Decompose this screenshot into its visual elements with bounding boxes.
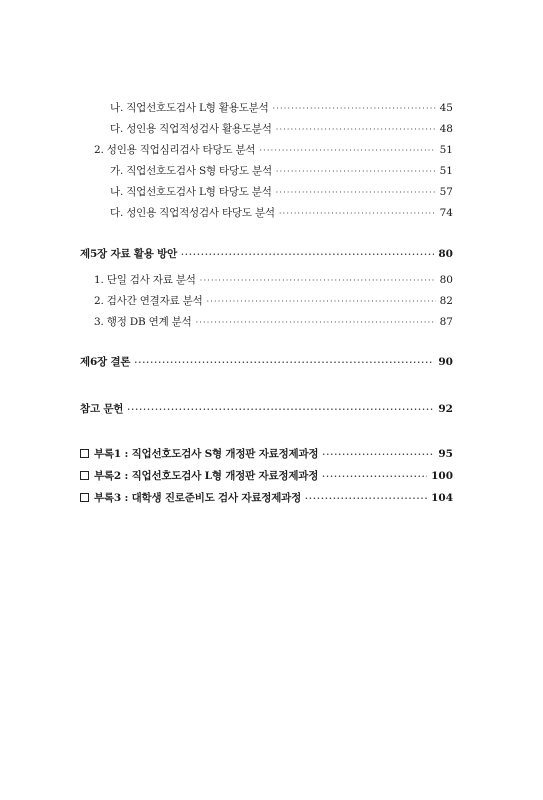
- toc-entry-label: 1. 단일 검사 자료 분석: [94, 274, 196, 286]
- toc-entry[interactable]: [110, 164, 453, 179]
- checkbox-square-icon: [80, 449, 89, 458]
- toc-entry[interactable]: [94, 294, 453, 309]
- toc-entry-page: 92: [438, 403, 453, 415]
- toc-entry-label: 부록3 : 대학생 진로준비도 검사 자료정제과정: [94, 492, 302, 504]
- toc-entry[interactable]: [94, 273, 453, 288]
- toc-entry-label: 부록1 : 직업선호도검사 S형 개정판 자료정제과정: [94, 448, 319, 460]
- toc-entry-label: 다. 성인용 직업적성검사 타당도 분석: [110, 207, 275, 219]
- toc-entry-page: 57: [439, 186, 453, 198]
- checkbox-square-icon: [80, 493, 89, 502]
- toc-entry-label: 나. 직업선호도검사 L형 활용도분석: [110, 102, 269, 114]
- toc-entry-page: 51: [439, 144, 453, 156]
- toc-entry-label: 3. 행정 DB 연계 분석: [94, 316, 192, 328]
- toc-leader-dots: [127, 402, 434, 416]
- checkbox-square-icon: [80, 471, 89, 480]
- toc-entry-page: 104: [431, 492, 453, 504]
- toc-entry-label: 참고 문헌: [80, 403, 124, 415]
- toc-leader-dots: [273, 102, 436, 116]
- toc-appendix-entry[interactable]: [80, 469, 453, 483]
- toc-entry[interactable]: [110, 122, 453, 137]
- toc-leader-dots: [196, 316, 436, 330]
- toc-entry-label: 제5장 자료 활용 방안: [80, 248, 178, 260]
- toc-entry-label: 다. 성인용 직업적성검사 활용도분석: [110, 123, 272, 135]
- toc-entry[interactable]: [110, 206, 453, 221]
- toc-leader-dots: [305, 491, 427, 505]
- toc-entry-label: 가. 직업선호도검사 S형 타당도 분석: [110, 165, 272, 177]
- toc-leader-dots: [134, 355, 434, 369]
- toc-entry-label: 나. 직업선호도검사 L형 타당도 분석: [110, 186, 272, 198]
- toc-appendix-entry[interactable]: [80, 447, 453, 461]
- toc-entry-page: 80: [439, 274, 453, 286]
- toc-entry-page: 48: [439, 123, 453, 135]
- toc-leader-dots: [259, 144, 435, 158]
- toc-entry[interactable]: [110, 101, 453, 116]
- toc-leader-dots: [322, 447, 434, 461]
- toc-entry-label: 제6장 결론: [80, 356, 131, 368]
- toc-entry-page: 51: [439, 165, 453, 177]
- toc-leader-dots: [200, 274, 436, 288]
- toc-leader-dots: [276, 165, 436, 179]
- toc-leader-dots: [207, 295, 436, 309]
- toc-leader-dots: [276, 123, 436, 137]
- toc-entry-label: 2. 성인용 직업심리검사 타당도 분석: [94, 144, 256, 156]
- toc-chapter-entry[interactable]: [80, 402, 453, 416]
- toc-leader-dots: [181, 247, 434, 261]
- toc-entry-page: 80: [438, 248, 453, 260]
- toc-entry[interactable]: [94, 315, 453, 330]
- toc-entry-label: 2. 검사간 연결자료 분석: [94, 295, 203, 307]
- toc-leader-dots: [279, 207, 436, 221]
- toc-entry-label: 부록2 : 직업선호도검사 L형 개정판 자료정제과정: [94, 470, 319, 482]
- toc-entry-page: 100: [431, 470, 453, 482]
- toc-leader-dots: [322, 469, 427, 483]
- toc-chapter-entry[interactable]: [80, 247, 453, 261]
- toc-entry-page: 90: [438, 356, 453, 368]
- toc-chapter-entry[interactable]: [80, 355, 453, 369]
- toc-entry[interactable]: [94, 143, 453, 158]
- toc-entry-page: 87: [439, 316, 453, 328]
- toc-entry-page: 45: [439, 102, 453, 114]
- toc-appendix-entry[interactable]: [80, 491, 453, 505]
- toc-leader-dots: [276, 186, 436, 200]
- toc-entry-page: 82: [439, 295, 453, 307]
- toc-entry-page: 95: [438, 448, 453, 460]
- toc-entry[interactable]: [110, 185, 453, 200]
- toc-entry-page: 74: [439, 207, 453, 219]
